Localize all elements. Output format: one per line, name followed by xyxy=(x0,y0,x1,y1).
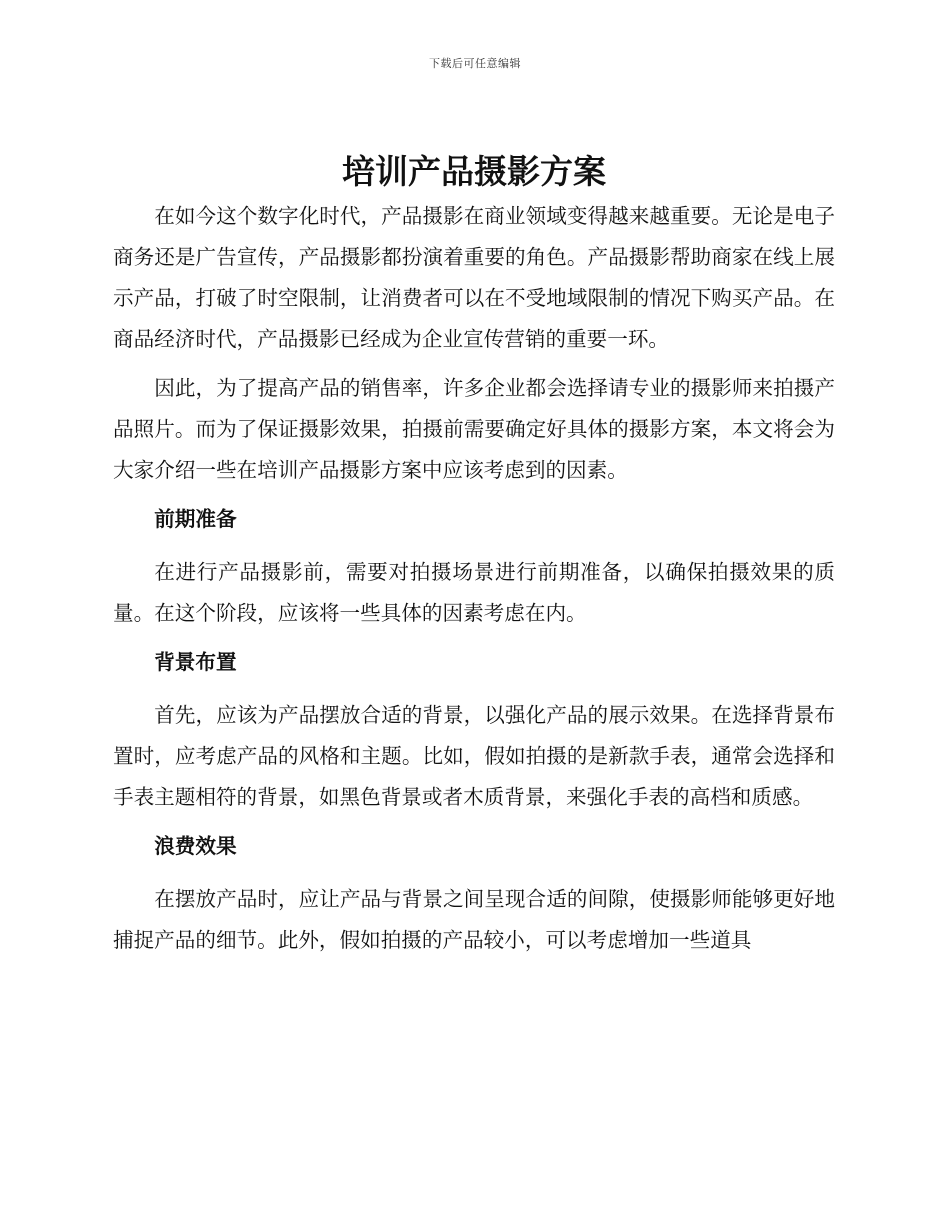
paragraph-intro-1: 在如今这个数字化时代，产品摄影在商业领域变得越来越重要。无论是电子商务还是广告宣传，产品摄影都扮演着重要的角色。产品摄影帮助商家在线上展示产品，打破了时空限制，让消费者可以在不受地域限制的情况下购买产品。在商品经济时代，产品摄影已经成为企业宣传营销的重要一环。 xyxy=(113,204,835,351)
document-body xyxy=(113,150,835,969)
document-title: 培训产品摄影方案 xyxy=(342,152,606,191)
section-heading-background: 背景布置 xyxy=(154,650,237,674)
page-header: 下载后可任意编辑 xyxy=(429,57,521,70)
paragraph-background: 首先，应该为产品摆放合适的背景，以强化产品的展示效果。在选择背景布置时，应考虑产品的风格和主题。比如，假如拍摄的是新款手表，通常会选择和手表主题相符的背景，如黑色背景或者木质背景，来强化手表的高档和质感。 xyxy=(113,703,835,809)
paragraph-intro-2: 因此，为了提高产品的销售率，许多企业都会选择请专业的摄影师来拍摄产品照片。而为了保证摄影效果，拍摄前需要确定好具体的摄影方案，本文将会为大家介绍一些在培训产品摄影方案中应该考虑到的因素。 xyxy=(113,376,835,482)
section-heading-effect: 浪费效果 xyxy=(154,834,237,858)
paragraph-effect: 在摆放产品时，应让产品与背景之间呈现合适的间隙，使摄影师能够更好地捕捉产品的细节。此外，假如拍摄的产品较小，可以考虑增加一些道具 xyxy=(113,887,835,952)
paragraph-preparation: 在进行产品摄影前，需要对拍摄场景进行前期准备，以确保拍摄效果的质量。在这个阶段，应该将一些具体的因素考虑在内。 xyxy=(113,560,835,625)
section-heading-preparation: 前期准备 xyxy=(154,507,237,531)
